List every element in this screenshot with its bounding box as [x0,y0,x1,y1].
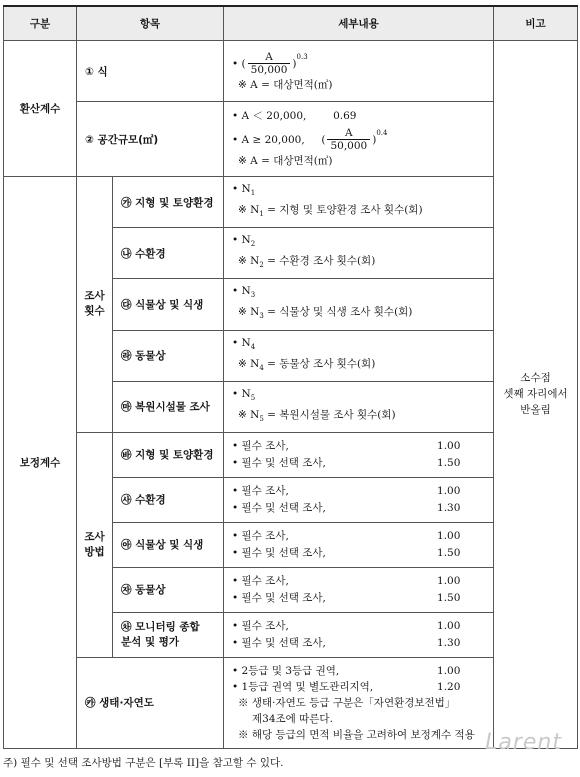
detail-method: • 필수 조사, 1.00 • 필수 및 선택 조사, 1.50 [224,567,494,612]
header-row [4,6,578,41]
item-count: ㉯ 수환경 [113,228,224,279]
footnote: 주) 필수 및 선택 조사방법 구분은 [부록 II]을 참고할 수 있다. [3,757,284,769]
row-method-1 [4,432,578,477]
header-detail: 세부내용 [224,6,494,41]
header-item: 항목 [77,6,224,41]
detail-count: • $N_5$ ※ $N_5$ = 복원시설물 조사 횟수(회) [224,381,494,432]
header-remark: 비고 [494,6,578,41]
fraction: $\frac{A}{50,000}$ [327,127,370,153]
detail-formula: • ( $\frac{A}{50,000}$ )$^{0.3}$ ※ A = 대상면적(㎡) [224,41,494,102]
row-formula [4,41,578,102]
detail-count: • $N_4$ ※ $N_4$ = 동물상 조사 횟수(회) [224,330,494,381]
item-method: ㉷ 모니터링 종합 분석 및 평가 [113,612,224,657]
label-survey-method: 조사 방법 [77,432,113,657]
item-count: ㉰ 식물상 및 식생 [113,279,224,330]
label-survey-count: 조사 횟수 [77,177,113,433]
row-space [4,102,578,177]
detail-eco: • 2등급 및 3등급 권역, 1.00 • 1등급 권역 및 별도관리지역, 1.20 ※ 생태·자연도 등급 구분은「자연환경보전법」 제34조에 따른다. ※ 해당 등급의 면적 비율을 고려하여 보정계수 적용 [224,657,494,748]
coefficient-table [3,5,578,749]
fraction: $\frac{A}{50,000}$ [248,51,291,77]
detail-count: • $N_3$ ※ $N_3$ = 식물상 및 식생 조사 횟수(회) [224,279,494,330]
group-correction: 보정계수 [4,177,77,749]
item-method: ㉵ 식물상 및 식생 [113,522,224,567]
item-space: ② 공간규모(㎡) [77,102,224,177]
detail-method: • 필수 조사, 1.00 • 필수 및 선택 조사, 1.50 [224,522,494,567]
detail-count: • $N_2$ ※ $N_2$ = 수환경 조사 횟수(회) [224,228,494,279]
watermark-logo: Larent [485,730,562,755]
remark-rounding: 소수점 셋째 자리에서 반올림 [494,41,578,749]
item-count: ㉲ 복원시설물 조사 [113,381,224,432]
item-method: ㉴ 수환경 [113,477,224,522]
item-count: ㉱ 동물상 [113,330,224,381]
detail-method: • 필수 조사, 1.00 • 필수 및 선택 조사, 1.50 [224,432,494,477]
detail-method: • 필수 조사, 1.00 • 필수 및 선택 조사, 1.30 [224,612,494,657]
detail-space: • A ＜ 20,000, 0.69 • A ≥ 20,000, ( $\frac{A}{50,000}$ )$^{0.4}$ ※ A = 대상면적(㎡) [224,102,494,177]
detail-count: • $N_1$ ※ $N_1$ = 지형 및 토양환경 조사 횟수(회) [224,177,494,228]
row-count-1 [4,177,578,228]
detail-method: • 필수 조사, 1.00 • 필수 및 선택 조사, 1.30 [224,477,494,522]
group-conversion: 환산계수 [4,41,77,177]
item-eco: ㉸ 생태·자연도 [77,657,224,748]
header-category: 구분 [4,6,77,41]
item-count: ㉮ 지형 및 토양환경 [113,177,224,228]
item-method: ㉶ 동물상 [113,567,224,612]
item-method: ㉳ 지형 및 토양환경 [113,432,224,477]
item-formula: ① 식 [77,41,224,102]
